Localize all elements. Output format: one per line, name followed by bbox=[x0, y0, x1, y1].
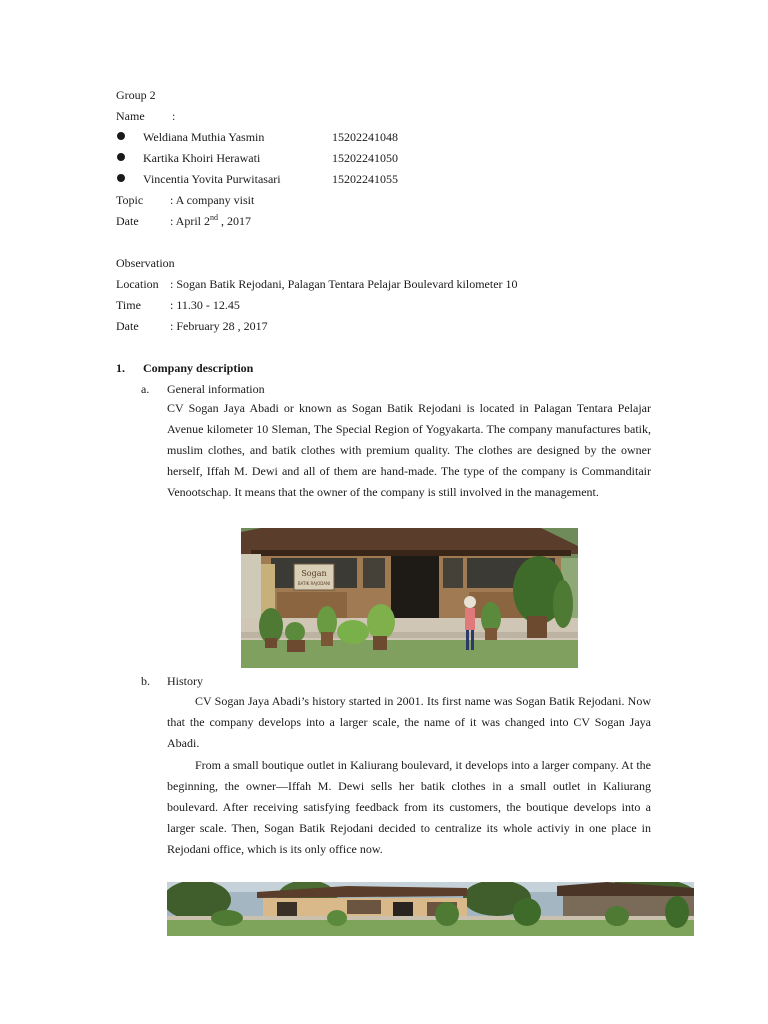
name-separator: : bbox=[172, 109, 176, 123]
time-value: : 11.30 - 12.45 bbox=[170, 298, 240, 312]
section-title: Company description bbox=[143, 361, 254, 375]
location-label: Location bbox=[116, 277, 159, 291]
section-number: 1. bbox=[116, 361, 125, 375]
member-name: Vincentia Yovita Purwitasari bbox=[143, 172, 281, 186]
bullet-icon bbox=[117, 153, 125, 161]
date-value: : April 2nd , 2017 bbox=[170, 213, 252, 228]
subsection-letter: b. bbox=[141, 674, 150, 688]
member-name: Kartika Khoiri Herawati bbox=[143, 151, 261, 165]
store-sign-text: Sogan bbox=[301, 569, 327, 578]
subsection-title: History bbox=[167, 674, 203, 688]
storefront-photo bbox=[241, 528, 578, 668]
panorama-photo bbox=[167, 882, 694, 936]
subsection-title: General information bbox=[167, 382, 265, 396]
member-id: 15202241048 bbox=[332, 130, 398, 144]
topic-label: Topic bbox=[116, 193, 144, 207]
subsection-letter: a. bbox=[141, 382, 150, 396]
group-label: Group 2 bbox=[116, 88, 156, 102]
obs-date-label: Date bbox=[116, 319, 139, 333]
bullet-icon bbox=[117, 174, 125, 182]
name-label: Name bbox=[116, 109, 145, 123]
member-id: 15202241050 bbox=[332, 151, 398, 165]
store-sign-subtext: BATIK RAJODANI bbox=[297, 581, 331, 586]
observation-title: Observation bbox=[116, 256, 175, 270]
member-name: Weldiana Muthia Yasmin bbox=[143, 130, 265, 144]
date-label: Date bbox=[116, 214, 139, 228]
general-info-paragraph: CV Sogan Jaya Abadi or known as Sogan Batik Rejodani is located in Palagan Tentara Pelajar Avenue kilometer 10 Sleman, The Special Region of Yogyakarta. The company manufactures batik, muslim clothes, and batik clothes with premium quality. The clothes are designed by the owner herself, Iffah M. Dewi and all of them are hand-made. The type of the company is Commanditair Venootschap. It means that the owner of the company is still involved in the management. bbox=[167, 401, 651, 499]
history-paragraph-1: CV Sogan Jaya Abadi’s history started in 2001. Its first name was Sogan Batik Rejodani. Now that the company develops into a larger scale, the name of it was changed into CV Sogan Jaya Abadi. bbox=[167, 694, 651, 750]
history-paragraph-2: From a small boutique outlet in Kaliurang boulevard, it develops into a larger company. At the beginning, the owner—Iffah M. Dewi sells her batik clothes in a small outlet in Kaliurang boulevard. After receiving satisfying feedback from its customers, the boutique develops into a larger scale. Then, Sogan Batik Rejodani decided to centralize its whole activiy in one place in Rejodani office, which is its only office now. bbox=[167, 758, 651, 856]
location-value: : Sogan Batik Rejodani, Palagan Tentara Pelajar Boulevard kilometer 10 bbox=[170, 277, 518, 291]
bullet-icon bbox=[117, 132, 125, 140]
member-id: 15202241055 bbox=[332, 172, 398, 186]
obs-date-value: : February 28 , 2017 bbox=[170, 319, 268, 333]
time-label: Time bbox=[116, 298, 141, 312]
topic-value: : A company visit bbox=[170, 193, 255, 207]
